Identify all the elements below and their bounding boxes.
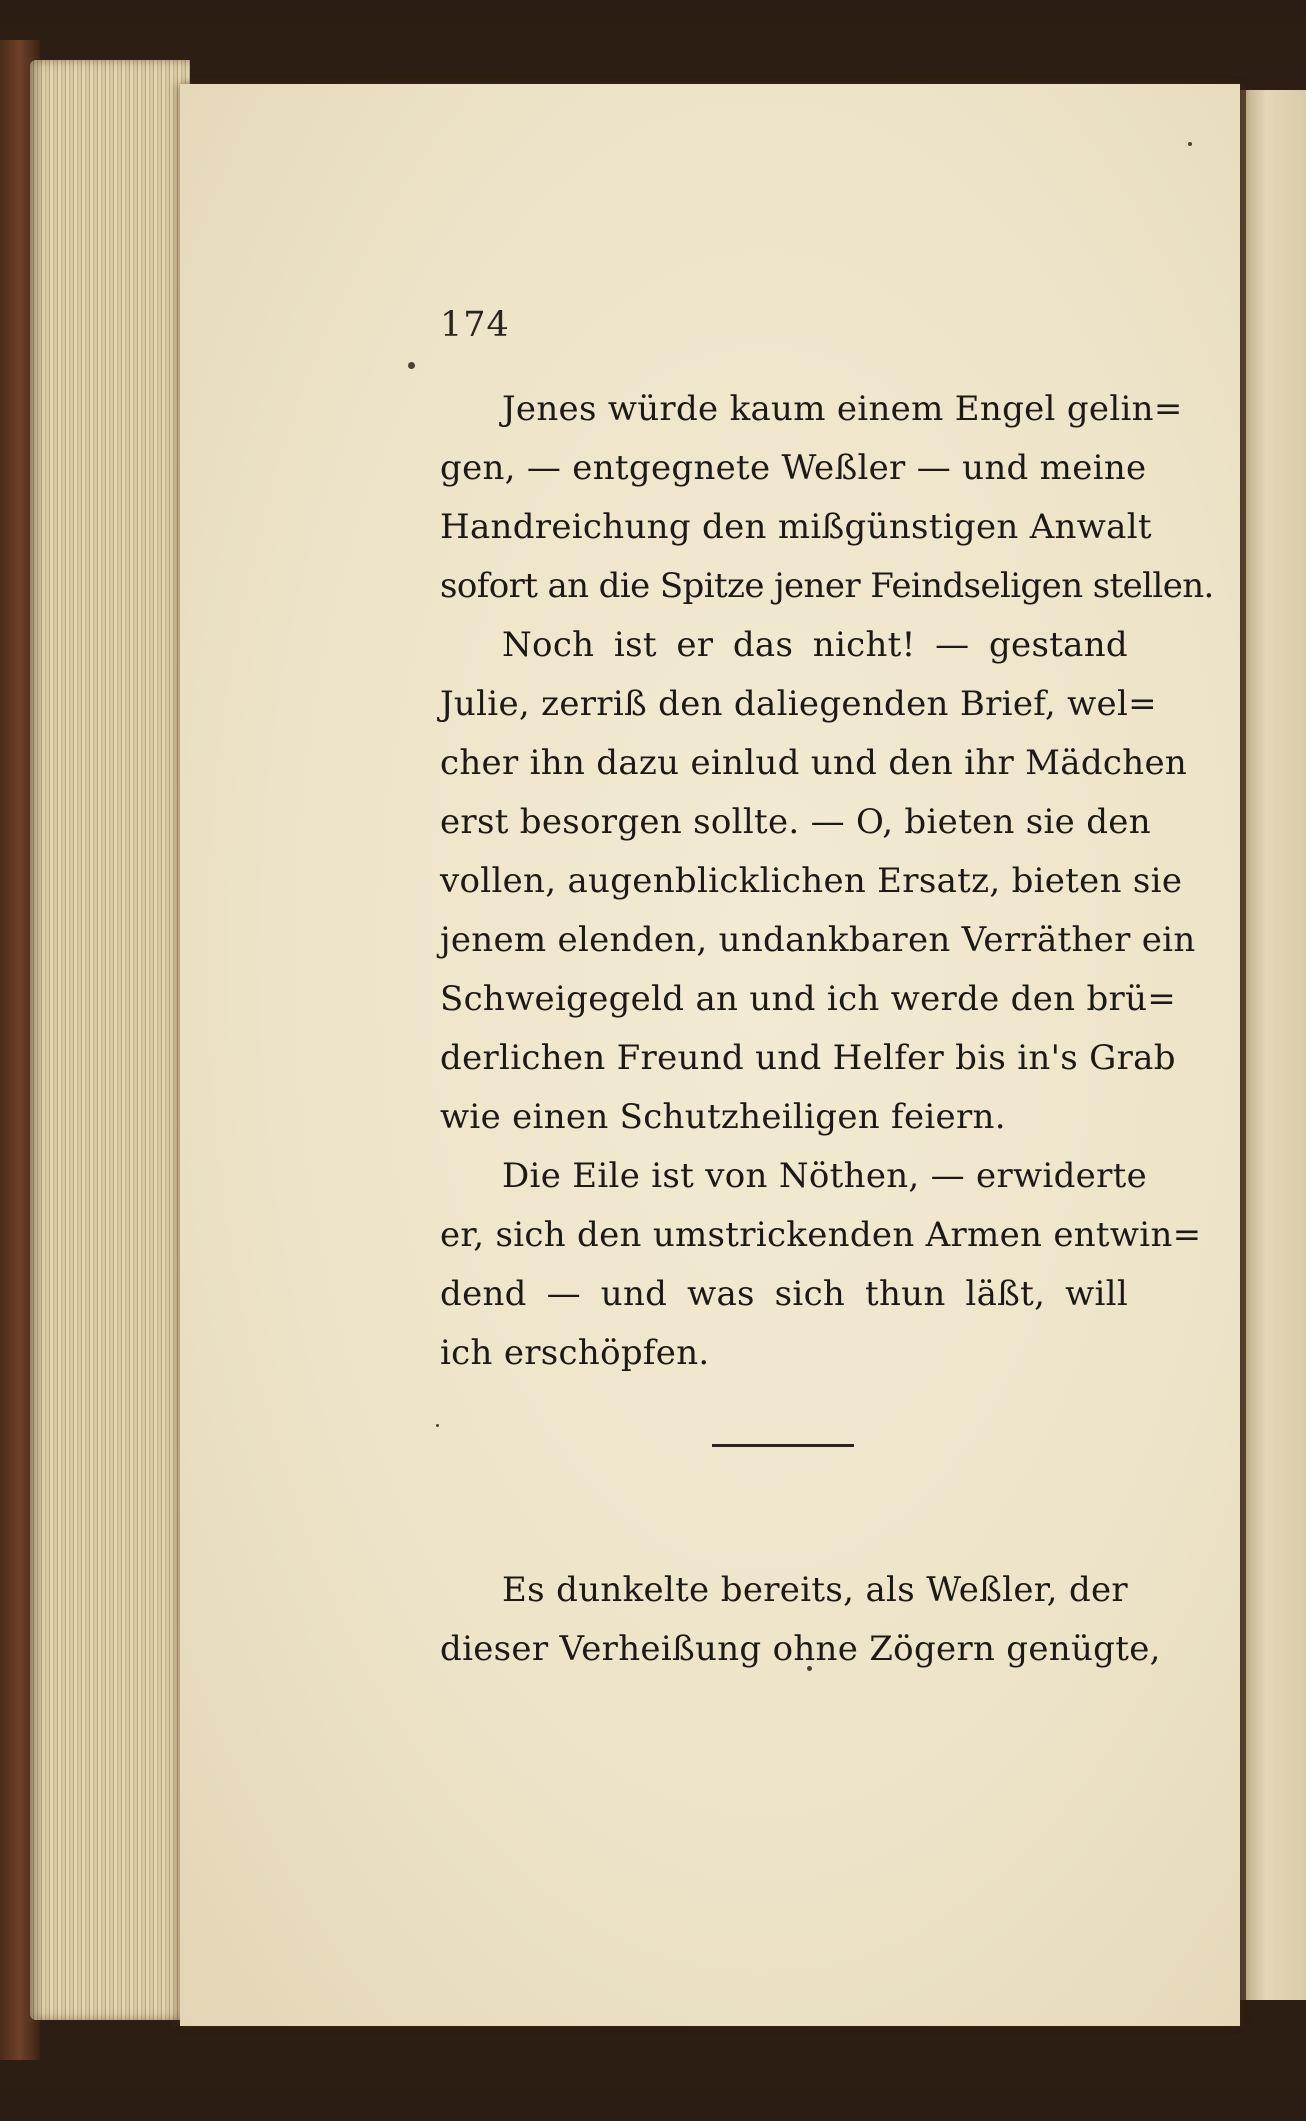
paragraph-1 bbox=[440, 380, 1214, 616]
page-gutter-shadow bbox=[1240, 90, 1246, 2000]
body-text bbox=[440, 300, 1214, 1679]
paragraph-2 bbox=[440, 616, 1196, 1147]
text-line: Schweigegeld an und ich werde den brü= bbox=[440, 979, 1177, 1019]
text-line: cher ihn dazu einlud und den ihr Mädchen bbox=[440, 743, 1188, 783]
text-line: Noch ist er das nicht! — gestand bbox=[502, 625, 1128, 665]
text-line: Jenes würde kaum einem Engel gelin= bbox=[502, 389, 1183, 429]
adjacent-page-edge bbox=[1240, 90, 1306, 2000]
text-line: dend — und was sich thun läßt, will bbox=[440, 1274, 1128, 1314]
paragraph-3 bbox=[440, 1147, 1202, 1383]
text-line: vollen, augenblicklichen Ersatz, bieten sie bbox=[440, 861, 1183, 901]
ink-speck bbox=[436, 1424, 439, 1427]
text-line: Die Eile ist von Nöthen, — erwiderte bbox=[502, 1156, 1148, 1196]
text-line: Handreichung den mißgünstigen Anwalt bbox=[440, 507, 1152, 547]
text-line: sofort an die Spitze jener Feindseligen stellen. bbox=[440, 566, 1214, 606]
text-line: dieser Verheißung ohne Zögern genügte, bbox=[440, 1629, 1161, 1669]
page-edges bbox=[30, 60, 190, 2020]
section-divider bbox=[712, 1444, 854, 1447]
text-line: erst besorgen sollte. — O, bieten sie den bbox=[440, 802, 1151, 842]
text-line: Julie, zerriß den daliegenden Brief, wel= bbox=[440, 684, 1157, 724]
ink-speck bbox=[1188, 142, 1192, 146]
text-line: wie einen Schutzheiligen feiern. bbox=[440, 1097, 1006, 1137]
text-line: derlichen Freund und Helfer bis in's Grab bbox=[440, 1038, 1176, 1078]
paragraph-4 bbox=[440, 1561, 1161, 1679]
text-line: gen, — entgegnete Weßler — und meine bbox=[440, 448, 1147, 488]
text-line: jenem elenden, undankbaren Verräther ein bbox=[440, 920, 1196, 960]
text-line: Es dunkelte bereits, als Weßler, der bbox=[502, 1570, 1128, 1610]
page-number: 174 bbox=[440, 305, 510, 345]
ink-speck bbox=[408, 362, 415, 369]
text-line: ich erschöpfen. bbox=[440, 1333, 710, 1373]
text-line: er, sich den umstrickenden Armen entwin= bbox=[440, 1215, 1202, 1255]
